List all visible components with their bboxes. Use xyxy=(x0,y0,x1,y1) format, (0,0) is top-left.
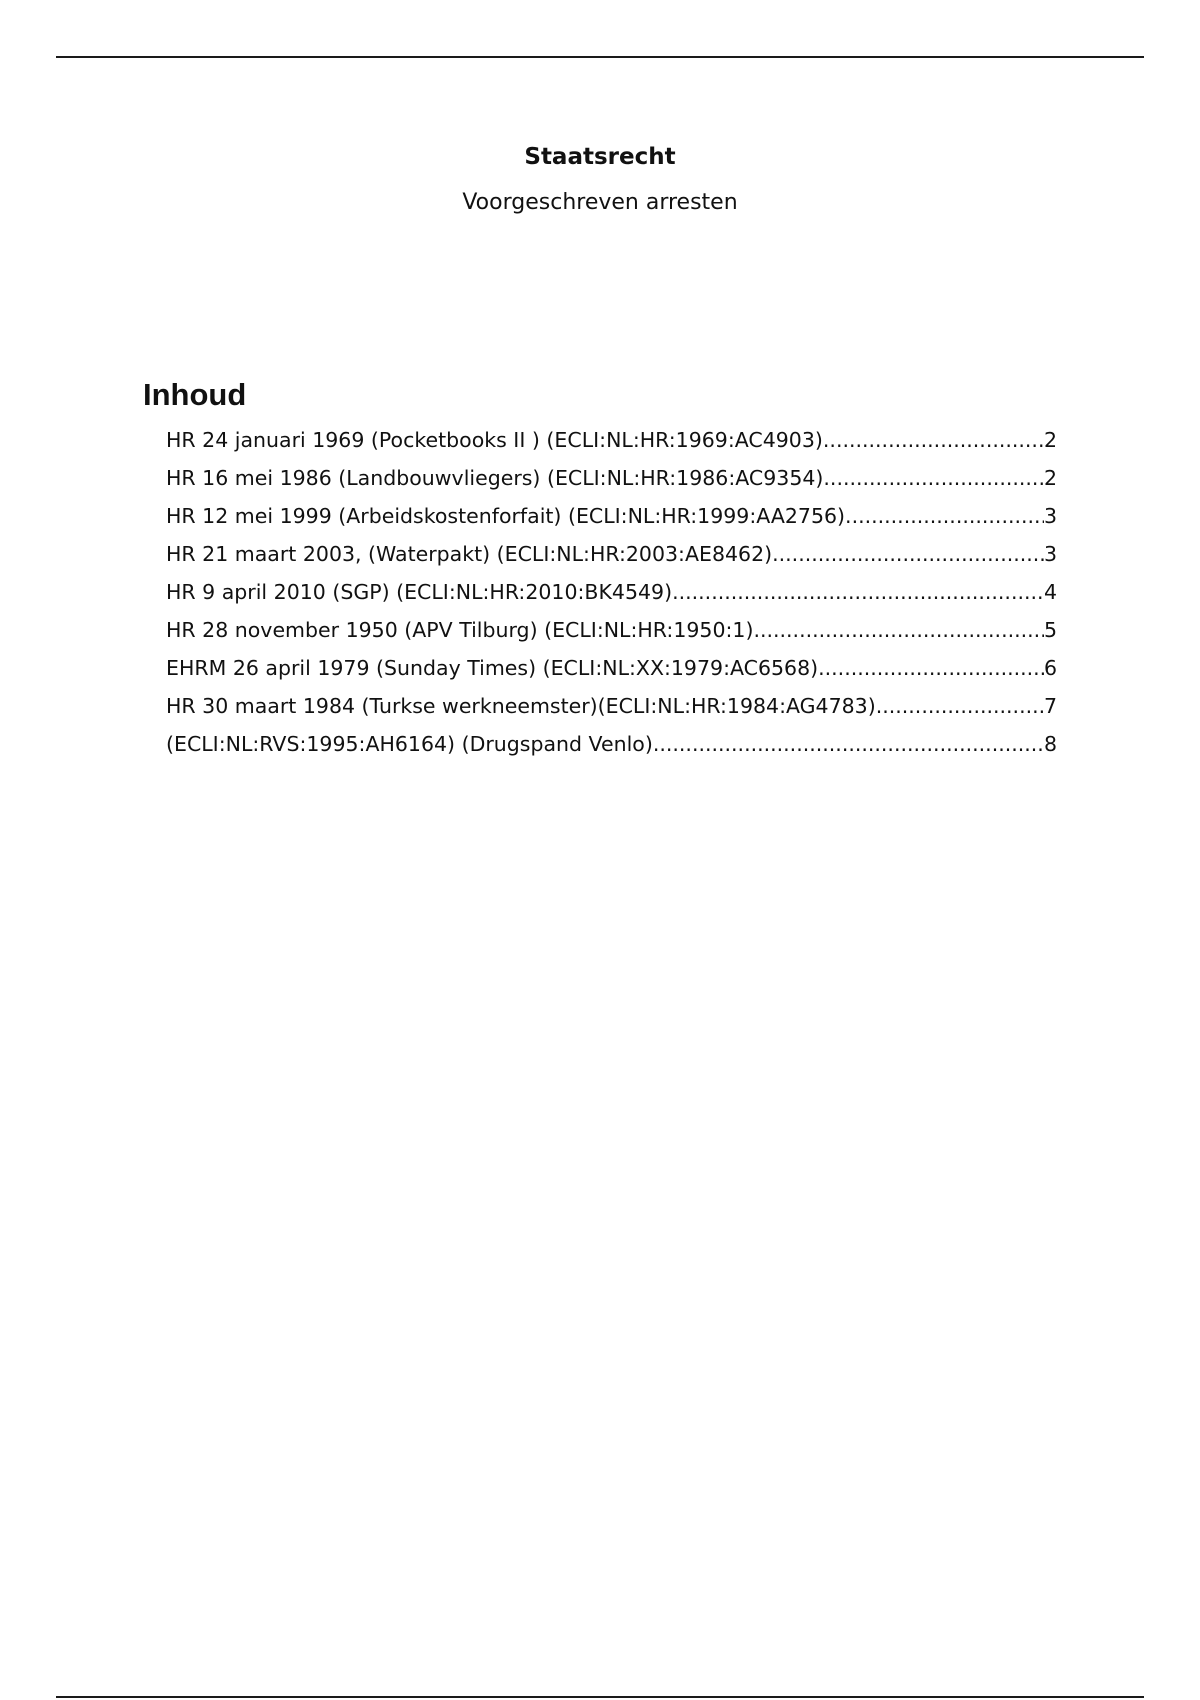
toc-dot-leader xyxy=(823,464,1044,493)
toc-heading: Inhoud xyxy=(143,377,247,412)
toc-entry-title: HR 9 april 2010 (SGP) (ECLI:NL:HR:2010:BK4549) xyxy=(166,580,673,604)
toc-entry[interactable] xyxy=(166,502,1057,540)
toc-page-number: 2 xyxy=(1043,466,1057,490)
toc-entry[interactable] xyxy=(166,654,1057,692)
toc-entry-title: EHRM 26 april 1979 (Sunday Times) (ECLI:NL:XX:1979:AC6568) xyxy=(166,656,819,680)
toc-dot-leader xyxy=(876,692,1044,721)
toc-entry-title: (ECLI:NL:RVS:1995:AH6164) (Drugspand Venlo) xyxy=(166,732,653,756)
toc-page-number: 8 xyxy=(1043,732,1057,756)
toc-dot-leader xyxy=(772,540,1044,569)
toc-dot-leader xyxy=(818,654,1044,683)
document-title: Staatsrecht xyxy=(524,144,676,170)
toc-entry-title: HR 28 november 1950 (APV Tilburg) (ECLI:NL:HR:1950:1) xyxy=(166,618,754,642)
toc-entry[interactable] xyxy=(166,692,1057,730)
toc-entry[interactable] xyxy=(166,578,1057,616)
toc-page-number: 3 xyxy=(1043,542,1057,566)
toc-entry-title: HR 12 mei 1999 (Arbeidskostenforfait) (ECLI:NL:HR:1999:AA2756) xyxy=(166,504,846,528)
toc-page-number: 3 xyxy=(1043,504,1057,528)
page-bottom-rule xyxy=(56,1696,1144,1698)
toc-dot-leader xyxy=(823,426,1044,455)
document-subtitle: Voorgeschreven arresten xyxy=(462,190,738,215)
toc-dot-leader xyxy=(753,616,1044,645)
toc-page-number: 7 xyxy=(1043,694,1057,718)
toc-page-number: 5 xyxy=(1043,618,1057,642)
toc-entry[interactable] xyxy=(166,426,1057,464)
toc-entry[interactable] xyxy=(166,616,1057,654)
toc-entry[interactable] xyxy=(166,464,1057,502)
toc-dot-leader xyxy=(653,730,1044,759)
toc-entry[interactable] xyxy=(166,540,1057,578)
page-top-rule xyxy=(56,56,1144,58)
toc-dot-leader xyxy=(672,578,1044,607)
toc-entry-title: HR 21 maart 2003, (Waterpakt) (ECLI:NL:HR:2003:AE8462) xyxy=(166,542,773,566)
toc-page-number: 6 xyxy=(1043,656,1057,680)
toc-page-number: 2 xyxy=(1043,428,1057,452)
toc-dot-leader xyxy=(845,502,1044,531)
toc-entry-title: HR 16 mei 1986 (Landbouwvliegers) (ECLI:NL:HR:1986:AC9354) xyxy=(166,466,824,490)
toc-entry[interactable] xyxy=(166,730,1057,768)
table-of-contents xyxy=(166,426,1057,768)
toc-entry-title: HR 30 maart 1984 (Turkse werkneemster)(ECLI:NL:HR:1984:AG4783) xyxy=(166,694,876,718)
toc-entry-title: HR 24 januari 1969 (Pocketbooks II ) (ECLI:NL:HR:1969:AC4903) xyxy=(166,428,823,452)
toc-page-number: 4 xyxy=(1043,580,1057,604)
